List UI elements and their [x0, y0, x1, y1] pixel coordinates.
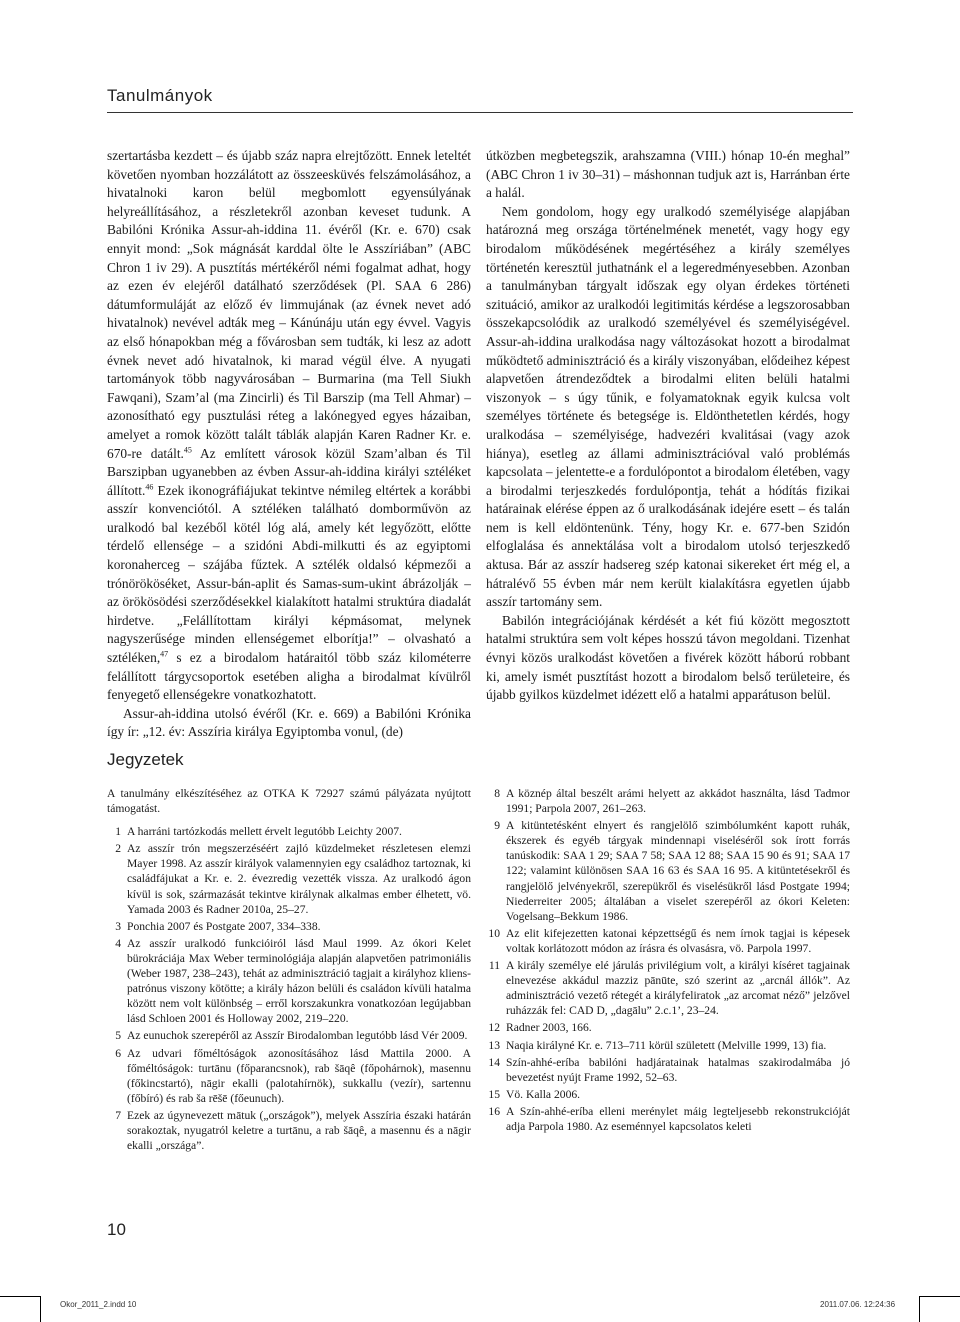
body-column-left	[107, 147, 471, 742]
footnote-item	[107, 919, 471, 934]
footnote-item	[486, 1055, 850, 1085]
notes-column-right	[486, 786, 850, 1136]
slug-filename: Okor_2011_2.indd 10	[60, 1300, 137, 1309]
footnote-number: 3	[115, 919, 121, 933]
footnote-text: Vö. Kalla 2006.	[506, 1087, 581, 1101]
footnote-text: Az asszír trón megszerzéséért zajló küzdelmeket részletesen elemzi Mayer 1998. Az asszír királyok valamennyien egy családhoz tartoznak, ki családfájukat a Kr. e. 2. évezredig vezették vissza. Az uralkodó ágon kívül is sok, származását tekintve királynak alkalmas ember élhetett, vö. Yamada 2003 és Radner 2010a, 25–27.	[127, 842, 471, 916]
footnote-item	[486, 1087, 850, 1102]
footnote-number: 6	[115, 1046, 121, 1060]
footnote-text: A király személye elé járulás privilégium volt, a királyi kíséret tagjainak elnevezése akkádul mazziz pānūte, szó szerint az „arcnál állók”. Az adminisztráció vezető rétegét a királyfeliratok „az arcomat néző” jelzővel ruházzák fel: CAD D, „dagālu” 2.c.1’, 23–24.	[506, 959, 850, 1018]
footnote-number: 11	[488, 959, 500, 973]
footnote-ref[interactable]: 47	[160, 649, 169, 659]
footnote-item	[107, 1046, 471, 1106]
footnote-text: A köznép által beszélt arámi helyett az akkádot használta, lásd Tadmor 1991; Parpola 2007, 261–263.	[506, 787, 850, 816]
footnote-number: 8	[494, 787, 500, 800]
footnote-text: Radner 2003, 166.	[506, 1021, 592, 1035]
footnote-number: 2	[115, 842, 121, 856]
footnote-item	[107, 824, 471, 839]
footnote-item	[486, 1104, 850, 1134]
footnote-item	[486, 786, 850, 816]
footnote-number: 5	[115, 1029, 121, 1043]
crop-mark	[0, 1296, 40, 1297]
body-paragraph: Nem gondolom, hogy egy uralkodó személyisége alapjában határozná meg országa történelmének menetét, vagy hogy egy birodalom működésének megértéséhez a király személyes történetén keresztül juthatnánk el a legeredményesebben. Azonban a tanulmányban tárgyalt időszak egy olyan érdekes történeti szituáció, amikor az uralkodói legitimitás kérdése a legszorosabban összekapcsolódik az uralkodó személyével és személyiségével. Assur-ah-iddina uralkodása nagy változásokat hozott a birodalmat működtető adminisztráció és a király viszonyában, elődeihez képest alapvetően átrendeződtek a birodalmi eliten belüli hatalmi viszonyok – s úgy tűnik, e folyamatoknak egyik kulcsa volt személyes története és betegsége is. Eldönthetetlen kérdés, hogy uralkodása – személyisége, hadvezéri kvalitásai (vagy azok hiánya), esetleg az állami adminisztrációval való problémás kapcsolata – jelentette-e a fordulópontot a birodalom életében, vagy a birodalmi terjeszkedés fordulópontja, tehát a hódítás fizikai határainak elérése éppen az ő uralkodásának idejére esett – és talán nem is kell eldöntenünk. Tény, hogy Kr. e. 677-ben Szidón elfoglalása és annektálása volt a birodalom utolsó terjeszkedő aktusa. Bár az asszír hadsereg szép katonai sikereket ért még el, a hátralévő 55 évben már nem került kialakításra egyetlen újabb asszír tartomány sem.	[486, 203, 851, 610]
footnote-number: 14	[488, 1055, 500, 1069]
body-paragraph: Assur-ah-iddina utolsó évéről (Kr. e. 669) a Babilóni Krónika így ír: „12. év: Asszíria királya Egyiptomba vonul, (de)	[107, 705, 471, 740]
footnote-number: 7	[115, 1108, 121, 1122]
section-header: Tanulmányok	[107, 86, 213, 105]
footnote-item	[486, 958, 850, 1018]
footnote-text: Ezek az úgynevezett mātuk („országok”), melyek Asszíria északi határán sorakoztak, nyugatról keletre a turtānu, a rab šāqê, a masennu és a nāgir ekalli „országa”.	[127, 1108, 471, 1153]
footnote-item	[486, 1038, 850, 1053]
crop-mark	[920, 1296, 960, 1297]
footnote-text: Ponchia 2007 és Postgate 2007, 334–338.	[127, 919, 321, 933]
footnote-text: Az asszír uralkodó funkcióiról lásd Maul 1999. Az ókori Kelet bürokráciája Max Weber terminológiája alapján alapvetően patrimoniális (Weber 1987, 238–243), tehát az adminisztráció tagjait a királyhoz kliens-patrónus viszony kötötte; a király házon belüli és családon kívüli hatalma között nem volt különbség – erről korszakunkra vonatkozóan legújabban lásd Schloen 2001 és Holloway 2002, 219–220.	[127, 936, 471, 1026]
footnote-number: 15	[488, 1087, 500, 1101]
notes-column-left	[107, 786, 471, 1155]
footnote-text: A harráni tartózkodás mellett érvelt legutóbb Leichty 2007.	[127, 825, 402, 839]
footnote-text: A kitüntetésként elnyert és rangjelölő szimbólumként kapott ruhák, ékszerek és egyéb tárgyak mindennapi viseléséről sok írott forrás tanúskodik: SAA 1 29; SAA 7 58; SAA 12 88; SAA 15 90 és 91; SAA 17 122; valamint különösen SAA 16 63 és SAA 16 95. A kitüntetésekről és rangjelölő jelvényekről, szerepükről és viselésükről lásd Postgate 1994; Niederreiter 2005; általában a viselet szerepéről az ókori Keleten: Vogelsang–Bekkum 1986.	[506, 819, 850, 923]
footnote-number: 16	[488, 1104, 500, 1118]
footnote-number: 9	[494, 819, 500, 833]
footnote-ref[interactable]: 46	[145, 482, 154, 492]
footnote-text: Szín-ahhé-eríba babilóni hadjáratainak hatalmas szakirodalmába jó bevezetést nyújt Frame 1992, 52–63.	[506, 1055, 850, 1084]
page-number: 10	[107, 1220, 126, 1239]
footnote-item	[486, 818, 850, 924]
footnote-text: Naqia királyné Kr. e. 713–711 körül született (Melville 1999, 13) fia.	[506, 1038, 827, 1052]
footnote-number: 12	[488, 1021, 500, 1035]
footnote-text: Az eunuchok szerepéről az Asszír Birodalomban legutóbb lásd Vér 2009.	[127, 1029, 468, 1043]
footnote-number: 4	[115, 936, 121, 950]
footnote-item	[107, 841, 471, 916]
body-column-right	[486, 147, 850, 705]
footnote-text: Az elit kifejezetten katonai képzettségű és nem írnok tagjai is képesek voltak korlátozott módon az írásra és olvasásra, vö. Parpola 1997.	[506, 926, 850, 955]
notes-list	[486, 786, 850, 1134]
footnote-item	[486, 1020, 850, 1035]
footnote-ref[interactable]: 45	[183, 445, 192, 455]
notes-intro: A tanulmány elkészítéséhez az OTKA K 72927 számú pályázata nyújtott támogatást.	[107, 787, 471, 816]
body-paragraph: útközben megbetegszik, arahszamna (VIII.) hónap 10-én meghal” (ABC Chron 1 iv 30–31) – máshonnan tudjuk azt is, Harránban érte a halál.	[486, 148, 850, 201]
footnote-text: A Szín-ahhé-eríba elleni merénylet máig legteljesebb rekonstrukcióját adja Parpola 1980. Az eseménnyel kapcsolatos keleti	[506, 1104, 850, 1133]
slug-timestamp: 2011.07.06. 12:24:36	[820, 1300, 896, 1309]
crop-mark	[40, 1296, 41, 1322]
footnote-number: 1	[115, 825, 121, 839]
header-rule	[107, 112, 853, 113]
footnote-item	[486, 926, 850, 956]
footnote-text: Az udvari főméltóságok azonosításához lásd Mattila 2000. A főméltóságok: turtānu (főparancsnok), rab šāqê (főpohárnok), masennu (főkincstartó), nāgir ekalli (palotahírnök), sukkallu (vezír), sartennu (főbíró) és rab ša rēšē (főeunuch).	[127, 1046, 471, 1105]
body-paragraph: Babilón integrációjának kérdését a két fiú között megosztott hatalmi struktúra sem volt képes hosszú távon megoldani. Tizenhat évnyi közös uralkodást követően a fivérek között háború robbant ki, amely ismét pusztítást hozott a birodalom belső területeire, és újabb gyilkos küzdelmet idézett elő a hatalmi apparátuson belül.	[486, 612, 850, 703]
footnote-item	[107, 1108, 471, 1153]
footnote-item	[107, 936, 471, 1027]
footnote-number: 10	[488, 926, 500, 940]
notes-list	[107, 824, 471, 1153]
footnote-number: 13	[488, 1038, 500, 1052]
crop-mark	[919, 1296, 920, 1322]
notes-title: Jegyzetek	[107, 750, 184, 769]
footnote-item	[107, 1028, 471, 1043]
body-paragraph: szertartásba kezdett – és újabb száz napra elrejtőzött. Ennek leteltét követően nyomban hozzálátott az összeesküvés felszámolásához, a hivatalnoki karon belül megbomlott egyensúlyának helyreállításához, a részletekről azonban keveset tudunk. A Babilóni Krónika Assur-ah-iddina 11. évéről (Kr. e. 670) csak ennyit mond: „Sok mágnását karddal ölte le Asszíriában” (ABC Chron 1 iv 29). A pusztítás mértékéről némi fogalmat adhat, hogy az ezen év elejéről datálható szerződések (Pl. SAA 6 286) dátumformuláját az előző év limmujának (az évnek nevet adó hivatalnok) nevével adták meg – Kánúnáju után egy évvel. Vagyis az első hónapokban még a fővárosban sem tudták, ki lesz az adott évnek nevet adó hivatalnok, ki marad végül élve. A nyugati tartományok több nagyvárosában – Burmarina (ma Tell Siukh Fawqani), Szam’al (ma Zincirli) és Til Barszip (ma Tell Ahmar) – azonosítható egy pusztulási réteg a lakónegyed egyes házaiban, amelyet a romok között talált táblák alapján Karen Radner Kr. e. 670-re datált.$^{45}$ Az említett városok közül Szam’alban és Til Barszipban ugyanebben az évben Assur-ah-iddina királyi sztéléket állított.$^{46}$ Ezek ikonográfiájukat tekintve némileg eltértek a korábbi asszír konvenciótól. A sztéléken található domborművön az uralkodó bal kezéből kötél lóg alá, amely két legyőzött, előtte térdelő ellensége – a szidóni Abdi-milkutti és az egyiptomi koronaherceg – szájába fűztek. A sztélék oldalsó képmezői a trónörököséket, Assur-bán-aplit és Samas-sum-ukint ábrázolják – az örökösödési szerződésekkel kialakított hatalmi struktúra diadalát hirdetve. „Felállítottam királyi képmásomat, melynek nagyszerűsége minden ellenségemet elborítja!” – olvasható a sztéléken,$^{47}$ s ez a birodalom határaitól több száz kilométerre felállított tárgycsoportok esetében aligha a birodalmat kívülről fenyegető ellenségekre vonatkozhatott.	[107, 148, 471, 703]
